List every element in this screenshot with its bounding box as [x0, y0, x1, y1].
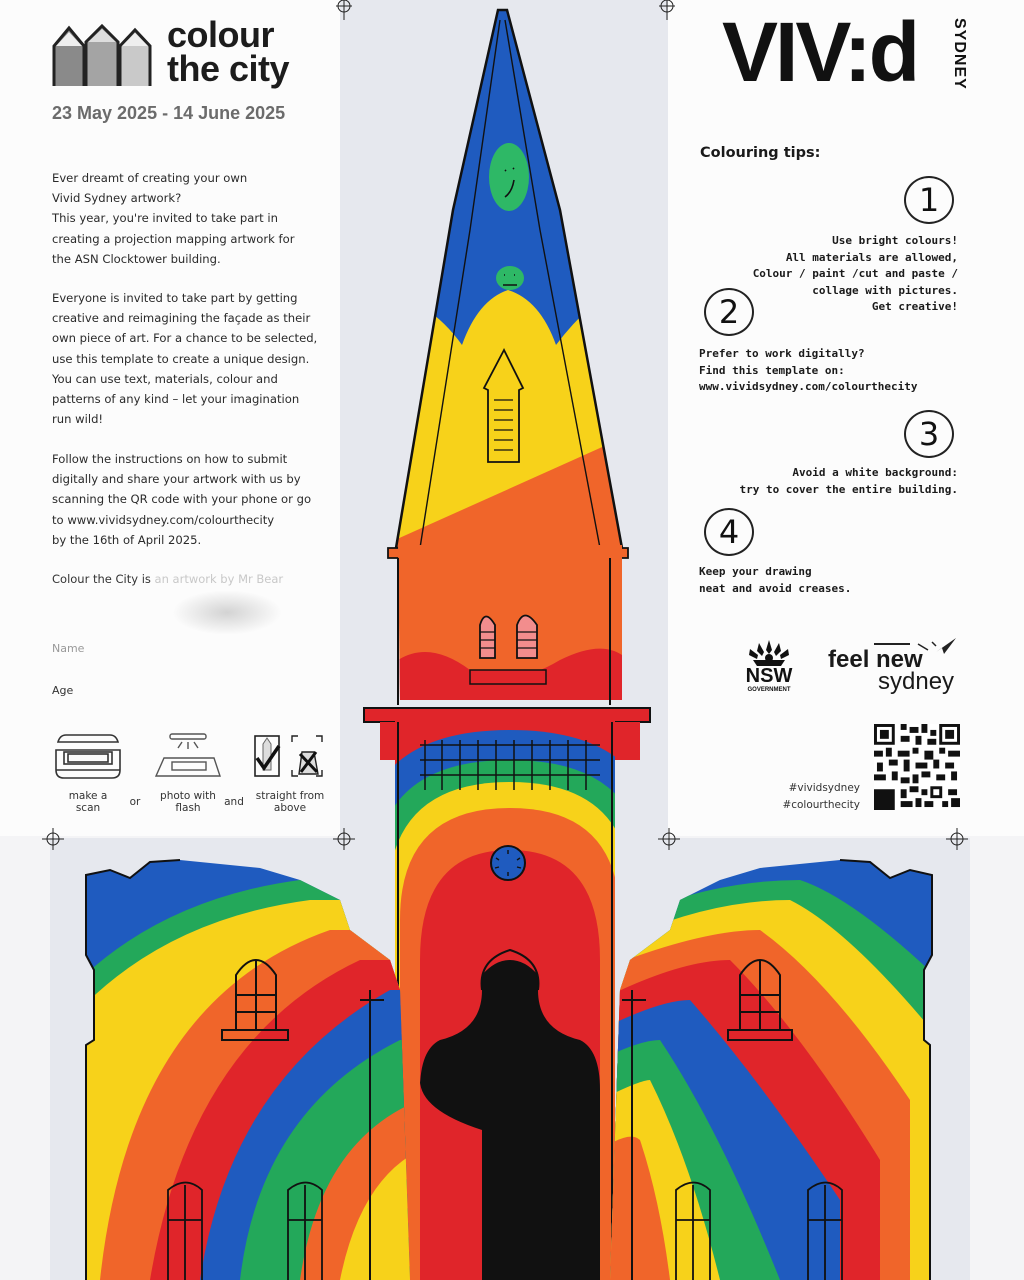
caption-line: above [273, 802, 307, 814]
caption-line: make a [68, 790, 108, 802]
credit-faded-text: an artwork by Mr Bear [154, 572, 284, 586]
tower-cornice [364, 708, 650, 722]
crop-mark-icon [946, 828, 968, 850]
tip-line: try to cover the entire building. [739, 482, 958, 496]
belfry-window-right [517, 616, 537, 659]
intro-line: Ever dreamt of creating your own [52, 171, 248, 185]
invitation-line: own piece of art. For a chance to be selected, [52, 331, 318, 346]
tip-line: Get creative! [871, 300, 958, 314]
tip-line: All materials are allowed, [785, 250, 958, 264]
credit-text: Colour the City is [52, 572, 155, 586]
tip-number-1: 1 [904, 176, 954, 224]
invitation-line: You can use text, materials, colour and [52, 371, 278, 386]
submission-url-line[interactable]: to www.vividsydney.com/colourthecity [52, 512, 275, 527]
tip-line: Use bright colours! [832, 234, 958, 247]
tip-line: Colour / paint /cut and paste / [752, 267, 958, 281]
tip-url-line[interactable]: www.vividsydney.com/colourthecity [699, 380, 918, 394]
caption-line: photo with [160, 790, 216, 802]
logo-line-2: the city [167, 48, 290, 89]
tip-line: Prefer to work digitally? [699, 347, 865, 360]
tip-line: neat and avoid creases. [699, 581, 852, 595]
tip-line: Keep your drawing [699, 565, 812, 578]
nsw-text: NSW [745, 665, 793, 687]
and-caption: and [224, 796, 244, 808]
submission-line: Follow the instructions on how to submit [52, 452, 288, 466]
invitation-line: patterns of any kind – let your imagination [52, 392, 300, 407]
event-dates: 23 May 2025 - 14 June 2025 [52, 103, 286, 123]
crop-mark-icon [333, 0, 355, 20]
tip-number-4: 4 [704, 508, 754, 556]
caption-line: scan [75, 802, 101, 814]
tip-line: Avoid a white background: [792, 466, 958, 479]
smiley-face [489, 143, 529, 211]
hashtag-vividsydney[interactable]: #vividsydney [788, 782, 860, 794]
sad-face [496, 266, 524, 290]
sydney-vertical-text: SYDNEY [951, 18, 968, 90]
crop-mark-icon [656, 0, 678, 20]
sydney-text: sydney [878, 668, 955, 695]
tip-number-3: 3 [904, 410, 954, 458]
tip-number-2: 2 [704, 288, 754, 336]
invitation-line: creative and reimagining the façade as their [52, 311, 311, 326]
government-text: GOVERNMENT [747, 687, 791, 693]
invitation-line: use this template to create a unique design. [52, 351, 310, 366]
intro-line: This year, you're invited to take part in [52, 211, 278, 226]
intro-line: creating a projection mapping artwork for [52, 231, 295, 246]
logo-line-1: colour [167, 14, 275, 55]
caption-line: straight from [255, 790, 325, 802]
colouring-tips-title: Colouring tips: [700, 145, 821, 161]
hashtag-colourthecity[interactable]: #colourthecity [782, 799, 860, 811]
name-field-label: Name [52, 642, 85, 655]
invitation-line: Everyone is invited to take part by getting [52, 291, 298, 305]
submission-line: digitally and share your artwork with us by [52, 472, 301, 487]
crop-mark-icon [42, 828, 64, 850]
feel-new-text: feel new [828, 646, 923, 673]
intro-line: Vivid Sydney artwork? [52, 191, 182, 206]
crop-mark-icon [333, 828, 355, 850]
tip-line: collage with pictures. [812, 283, 958, 297]
invitation-line: run wild! [52, 412, 104, 427]
caption-line: flash [175, 802, 201, 814]
age-field-label: Age [52, 684, 74, 697]
vivid-wordmark: VIV:d [722, 5, 918, 99]
intro-line: the ASN Clocktower building. [52, 251, 221, 266]
tip-line: Find this template on: [699, 363, 845, 377]
submission-line: scanning the QR code with your phone or go [52, 492, 312, 507]
crop-mark-icon [658, 828, 680, 850]
submission-line: by the 16th of April 2025. [52, 532, 202, 547]
or-caption: or [129, 796, 141, 808]
belfry-window-left [480, 617, 495, 659]
